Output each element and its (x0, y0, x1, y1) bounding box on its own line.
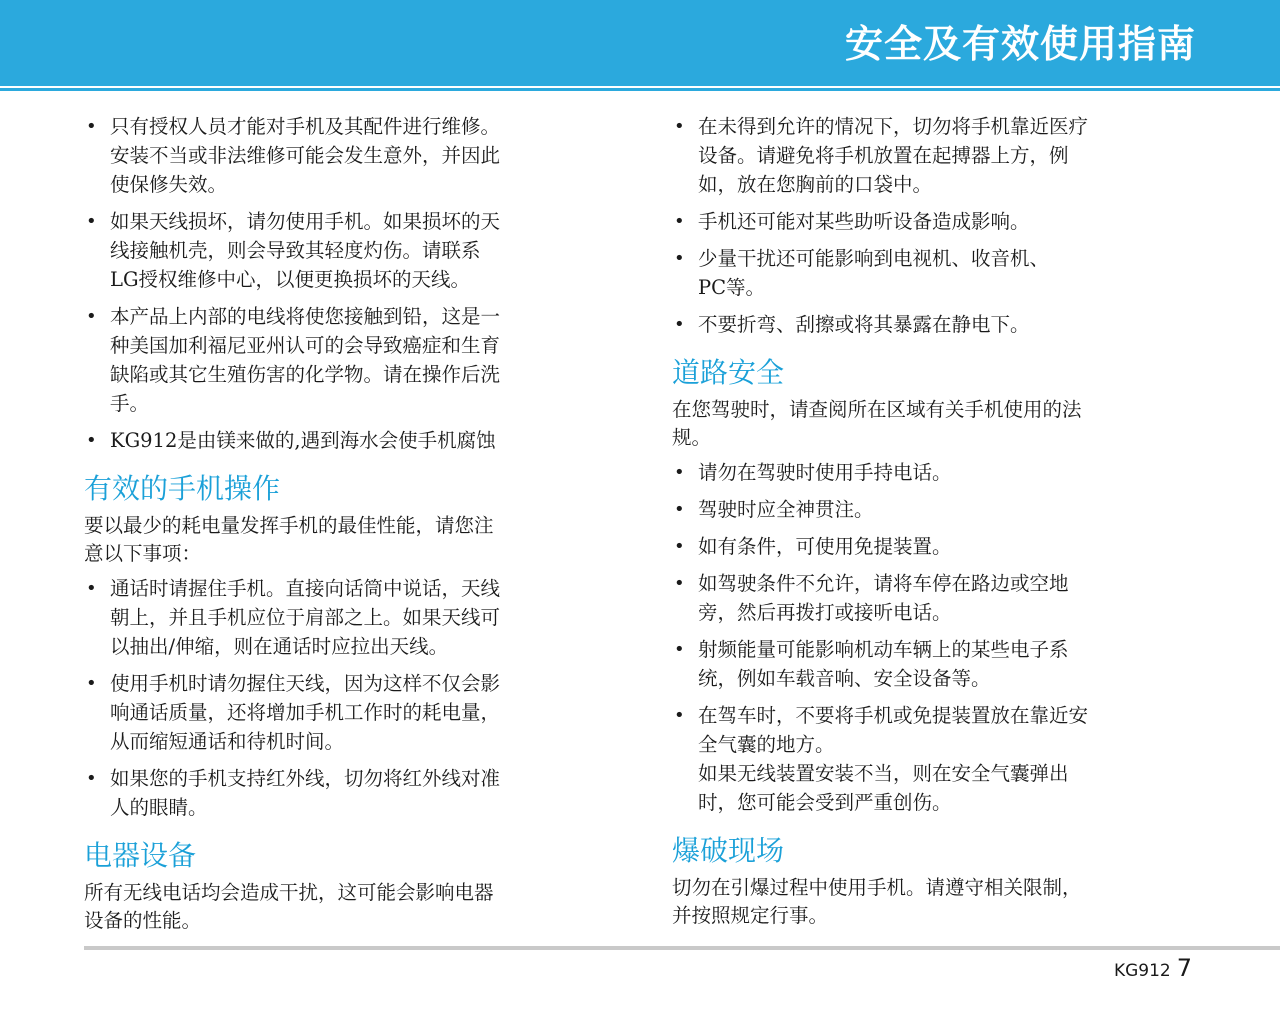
bullet-line: • 驾驶时应全神贯注。 (698, 498, 874, 521)
right-column (672, 112, 1187, 936)
bullet-line: • 如果天线损坏，请勿使用手机。如果损坏的天 (110, 210, 501, 233)
section-intro-blasting (672, 874, 1187, 930)
header-divider (0, 88, 1280, 91)
intro-line: 要以最少的耗电量发挥手机的最佳性能，请您注 (84, 514, 494, 537)
bullet-line: 时，您可能会受到严重创伤。 (698, 791, 952, 814)
bullet-line: 安装不当或非法维修可能会发生意外，并因此 (110, 144, 501, 167)
bullet-line: • 只有授权人员才能对手机及其配件进行维修。 (110, 115, 501, 138)
intro-line: 规。 (672, 426, 712, 449)
model-name: KG912 (1113, 961, 1171, 981)
bullet-line: • 通话时请握住手机。直接向话筒中说话，天线 (110, 577, 501, 600)
left-top-bullet-list (84, 112, 599, 455)
bullet-line: 如，放在您胸前的口袋中。 (698, 173, 933, 196)
section-heading-electronics: 电器设备 (84, 839, 197, 872)
bullet-line: 设备。请避免将手机放置在起搏器上方，例 (698, 144, 1069, 167)
bullet-line: LG授权维修中心，以便更换损坏的天线。 (110, 268, 471, 291)
bullet-line: 朝上，并且手机应位于肩部之上。如果天线可 (110, 606, 501, 629)
bullet-line: • 本产品上内部的电线将使您接触到铅，这是一 (110, 305, 501, 328)
bullet-line: 缺陷或其它生殖伤害的化学物。请在操作后洗 (110, 363, 501, 386)
bullet-line: 以抽出/伸缩，则在通话时应拉出天线。 (110, 635, 449, 658)
intro-line: 在您驾驶时，请查阅所在区域有关手机使用的法 (672, 398, 1082, 421)
bullet-item (84, 207, 599, 294)
bullet-line: 从而缩短通话和待机时间。 (110, 730, 345, 753)
footer-divider (84, 946, 1280, 950)
bullet-line: 种美国加利福尼亚州认可的会导致癌症和生育 (110, 334, 501, 357)
bullet-line: 手。 (110, 392, 150, 415)
operation-bullet-list (84, 574, 599, 822)
bullet-item (672, 495, 1187, 524)
section-heading-blasting: 爆破现场 (672, 834, 785, 867)
bullet-item (672, 207, 1187, 236)
road-safety-bullet-list (672, 458, 1187, 817)
bullet-line: • 如有条件，可使用免提装置。 (698, 535, 952, 558)
header-bar (0, 0, 1280, 86)
bullet-line: • 如果您的手机支持红外线，切勿将红外线对准 (110, 767, 501, 790)
bullet-item (84, 669, 599, 756)
bullet-line: 线接触机壳，则会导致其轻度灼伤。请联系 (110, 239, 481, 262)
section-intro-road-safety (672, 396, 1187, 452)
bullet-line: 旁，然后再拨打或接听电话。 (698, 601, 952, 624)
bullet-item (84, 302, 599, 418)
page-number: 7 (1176, 954, 1192, 982)
bullet-line: • 不要折弯、刮擦或将其暴露在静电下。 (698, 313, 1030, 336)
left-column (84, 112, 599, 941)
bullet-line: • 在驾车时，不要将手机或免提装置放在靠近安 (698, 704, 1089, 727)
bullet-item (672, 112, 1187, 199)
bullet-item (84, 426, 599, 455)
bullet-item (84, 574, 599, 661)
bullet-line: • 请勿在驾驶时使用手持电话。 (698, 461, 952, 484)
bullet-line: • 射频能量可能影响机动车辆上的某些电子系 (698, 638, 1069, 661)
page-footer (1114, 952, 1192, 984)
bullet-line: 统，例如车载音响、安全设备等。 (698, 667, 991, 690)
bullet-line: PC等。 (698, 276, 766, 299)
bullet-item (84, 112, 599, 199)
bullet-item (672, 310, 1187, 339)
intro-line: 所有无线电话均会造成干扰，这可能会影响电器 (84, 881, 494, 904)
right-top-bullet-list (672, 112, 1187, 339)
bullet-item (672, 244, 1187, 302)
intro-line: 设备的性能。 (84, 909, 202, 932)
bullet-line: 全气囊的地方。 (698, 733, 835, 756)
bullet-line: • 如驾驶条件不允许，请将车停在路边或空地 (698, 572, 1069, 595)
bullet-line: • KG912是由镁来做的,遇到海水会使手机腐蚀 (110, 429, 496, 452)
intro-line: 切勿在引爆过程中使用手机。请遵守相关限制， (672, 876, 1082, 899)
section-intro-operation (84, 512, 599, 568)
bullet-line: • 少量干扰还可能影响到电视机、收音机、 (698, 247, 1050, 270)
section-heading-road-safety: 道路安全 (672, 356, 785, 389)
bullet-line: 响通话质量，还将增加手机工作时的耗电量， (110, 701, 501, 724)
bullet-item (672, 635, 1187, 693)
bullet-item (672, 458, 1187, 487)
bullet-line: 使保修失效。 (110, 173, 228, 196)
section-heading-operation: 有效的手机操作 (84, 472, 281, 505)
bullet-line: 如果无线装置安装不当，则在安全气囊弹出 (698, 762, 1069, 785)
intro-line: 意以下事项： (84, 542, 202, 565)
bullet-item (672, 532, 1187, 561)
bullet-item (84, 764, 599, 822)
bullet-line: 人的眼睛。 (110, 796, 208, 819)
section-intro-electronics (84, 879, 599, 935)
bullet-line: • 手机还可能对某些助听设备造成影响。 (698, 210, 1030, 233)
bullet-item (672, 569, 1187, 627)
intro-line: 并按照规定行事。 (672, 904, 829, 927)
page-title: 安全及有效使用指南 (844, 22, 1196, 66)
bullet-line: • 在未得到允许的情况下，切勿将手机靠近医疗 (698, 115, 1089, 138)
bullet-line: • 使用手机时请勿握住天线，因为这样不仅会影 (110, 672, 501, 695)
bullet-item (672, 701, 1187, 817)
